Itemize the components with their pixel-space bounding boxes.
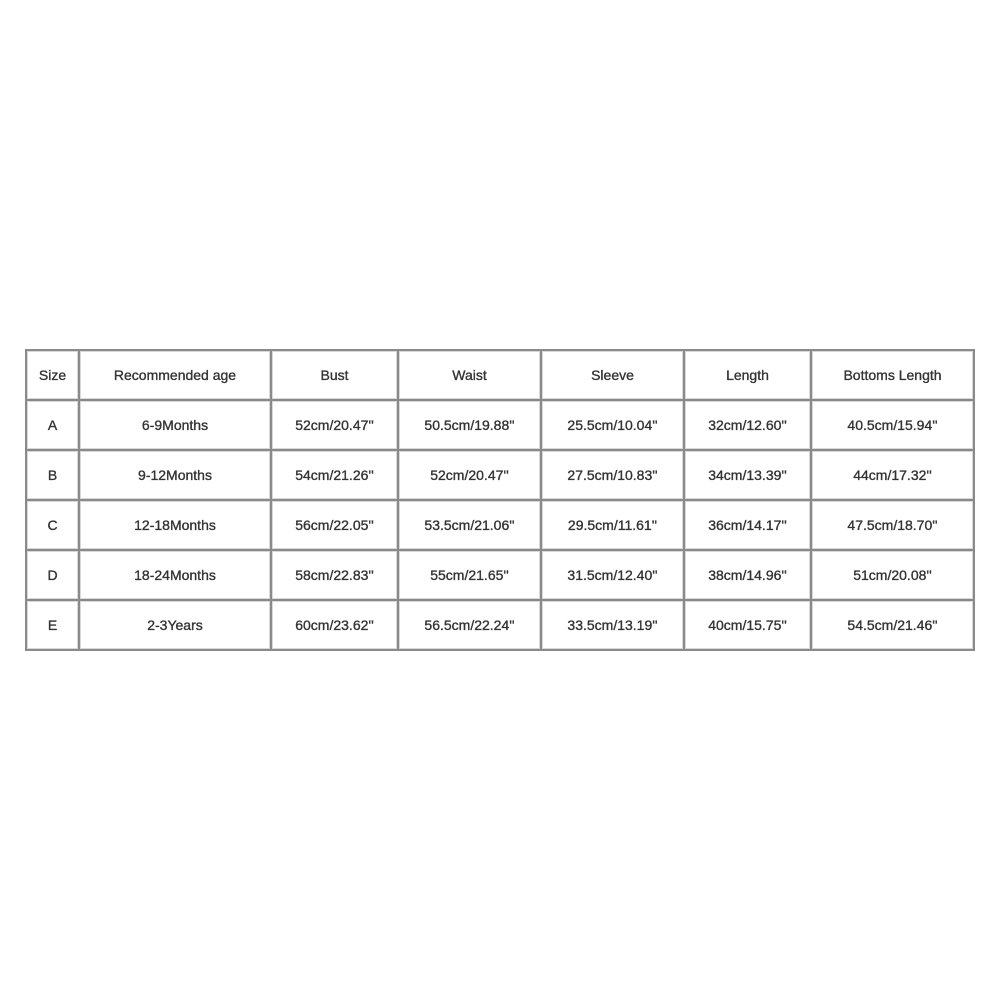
cell-bust: 52cm/20.47'': [272, 401, 399, 451]
cell-recommended-age: 18-24Months: [80, 551, 272, 601]
cell-size: B: [27, 451, 80, 501]
header-bottoms-length: Bottoms Length: [812, 351, 975, 401]
cell-length: 38cm/14.96'': [685, 551, 812, 601]
header-size: Size: [27, 351, 80, 401]
cell-length: 36cm/14.17'': [685, 501, 812, 551]
cell-waist: 56.5cm/22.24'': [399, 601, 542, 651]
cell-bottoms-length: 40.5cm/15.94'': [812, 401, 975, 451]
header-row: [27, 351, 975, 401]
cell-waist: 52cm/20.47'': [399, 451, 542, 501]
cell-sleeve: 29.5cm/11.61'': [542, 501, 685, 551]
cell-recommended-age: 2-3Years: [80, 601, 272, 651]
cell-sleeve: 25.5cm/10.04'': [542, 401, 685, 451]
table-row: [27, 551, 975, 601]
cell-size: A: [27, 401, 80, 451]
cell-size: C: [27, 501, 80, 551]
cell-length: 40cm/15.75'': [685, 601, 812, 651]
table-row: [27, 601, 975, 651]
cell-bottoms-length: 51cm/20.08'': [812, 551, 975, 601]
cell-sleeve: 27.5cm/10.83'': [542, 451, 685, 501]
header-length: Length: [685, 351, 812, 401]
cell-bust: 58cm/22.83'': [272, 551, 399, 601]
header-sleeve: Sleeve: [542, 351, 685, 401]
cell-recommended-age: 12-18Months: [80, 501, 272, 551]
cell-size: E: [27, 601, 80, 651]
cell-bottoms-length: 44cm/17.32'': [812, 451, 975, 501]
cell-bust: 54cm/21.26'': [272, 451, 399, 501]
size-chart-table: [25, 349, 975, 651]
header-bust: Bust: [272, 351, 399, 401]
cell-recommended-age: 6-9Months: [80, 401, 272, 451]
cell-bust: 60cm/23.62'': [272, 601, 399, 651]
cell-length: 34cm/13.39'': [685, 451, 812, 501]
table-row: [27, 451, 975, 501]
header-recommended-age: Recommended age: [80, 351, 272, 401]
table-row: [27, 401, 975, 451]
cell-waist: 53.5cm/21.06'': [399, 501, 542, 551]
cell-bust: 56cm/22.05'': [272, 501, 399, 551]
header-waist: Waist: [399, 351, 542, 401]
cell-size: D: [27, 551, 80, 601]
cell-length: 32cm/12.60'': [685, 401, 812, 451]
cell-waist: 55cm/21.65'': [399, 551, 542, 601]
cell-waist: 50.5cm/19.88'': [399, 401, 542, 451]
cell-recommended-age: 9-12Months: [80, 451, 272, 501]
table-row: [27, 501, 975, 551]
cell-bottoms-length: 47.5cm/18.70'': [812, 501, 975, 551]
cell-sleeve: 33.5cm/13.19'': [542, 601, 685, 651]
cell-sleeve: 31.5cm/12.40'': [542, 551, 685, 601]
cell-bottoms-length: 54.5cm/21.46'': [812, 601, 975, 651]
